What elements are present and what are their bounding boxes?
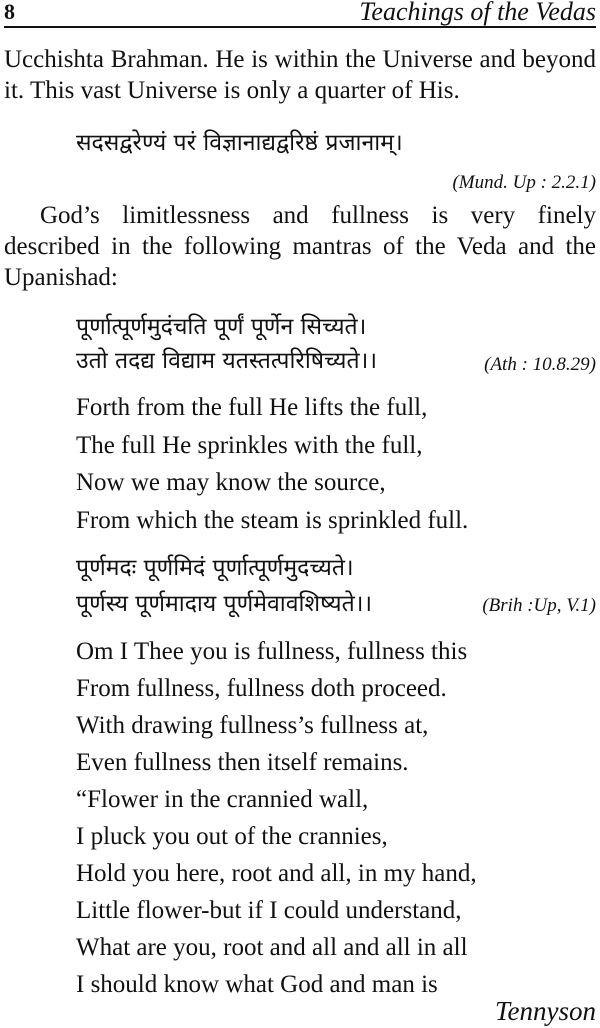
author-attribution: Tennyson xyxy=(494,996,596,1026)
verse-line: I should know what God and man is xyxy=(76,971,438,998)
paragraph-line: Upanishad: xyxy=(4,264,118,291)
verse-line: From fullness, fullness doth proceed. xyxy=(76,675,447,702)
page-header xyxy=(4,0,596,28)
verse-line: I pluck you out of the crannies, xyxy=(76,823,388,850)
verse-line: The full He sprinkles with the full, xyxy=(76,432,423,459)
sanskrit-verse-atharva-line2: उतो तदद्य विद्याम यतस्तत्परिषिच्यते।। xyxy=(76,348,378,374)
sanskrit-verse-mundaka: सदसद्वरेण्यं परं विज्ञानाद्यद्वरिष्ठं प्रजानाम्। xyxy=(76,130,403,156)
verse-line: Little flower-but if I could understand, xyxy=(76,897,462,924)
verse-line: Om I Thee you is fullness, fullness this xyxy=(76,638,468,665)
sanskrit-verse-brihad-line1: पूर्णमदः पूर्णमिदं पूर्णात्पूर्णमुदच्यते। xyxy=(76,555,354,581)
verse-line: From which the steam is sprinkled full. xyxy=(76,507,469,534)
citation-atharva: (Ath : 10.8.29) xyxy=(484,354,596,375)
sanskrit-verse-atharva-line1: पूर्णात्पूर्णमुदंचति पूर्णं पूर्णेन सिच्यते। xyxy=(76,314,367,340)
verse-line: Now we may know the source, xyxy=(76,469,386,496)
paragraph-line: God’s limitlessness and fullness is very finely xyxy=(40,202,596,229)
verse-line: What are you, root and all and all in all xyxy=(76,934,468,961)
verse-line: “Flower in the crannied wall, xyxy=(76,786,369,813)
verse-line: With drawing fullness’s fullness at, xyxy=(76,712,429,739)
paragraph-line: described in the following mantras of the Veda and the xyxy=(4,233,596,260)
paragraph-line: it. This vast Universe is only a quarter of His. xyxy=(4,77,460,104)
citation-brihadaranyaka: (Brih :Up, V.1) xyxy=(482,595,596,616)
sanskrit-verse-brihad-line2: पूर्णस्य पूर्णमादाय पूर्णमेवावशिष्यते।। xyxy=(76,591,373,617)
paragraph-limitlessness xyxy=(4,200,596,293)
verse-line: Hold you here, root and all, in my hand, xyxy=(76,860,477,887)
citation-mundaka: (Mund. Up : 2.2.1) xyxy=(452,172,596,193)
verse-line: Forth from the full He lifts the full, xyxy=(76,394,428,421)
verse-line: Even fullness then itself remains. xyxy=(76,749,409,776)
page-number: 8 xyxy=(4,0,15,24)
paragraph-line: Ucchishta Brahman. He is within the Universe and beyond xyxy=(4,46,596,73)
running-title: Teachings of the Vedas xyxy=(359,0,596,26)
intro-paragraph xyxy=(4,44,596,106)
